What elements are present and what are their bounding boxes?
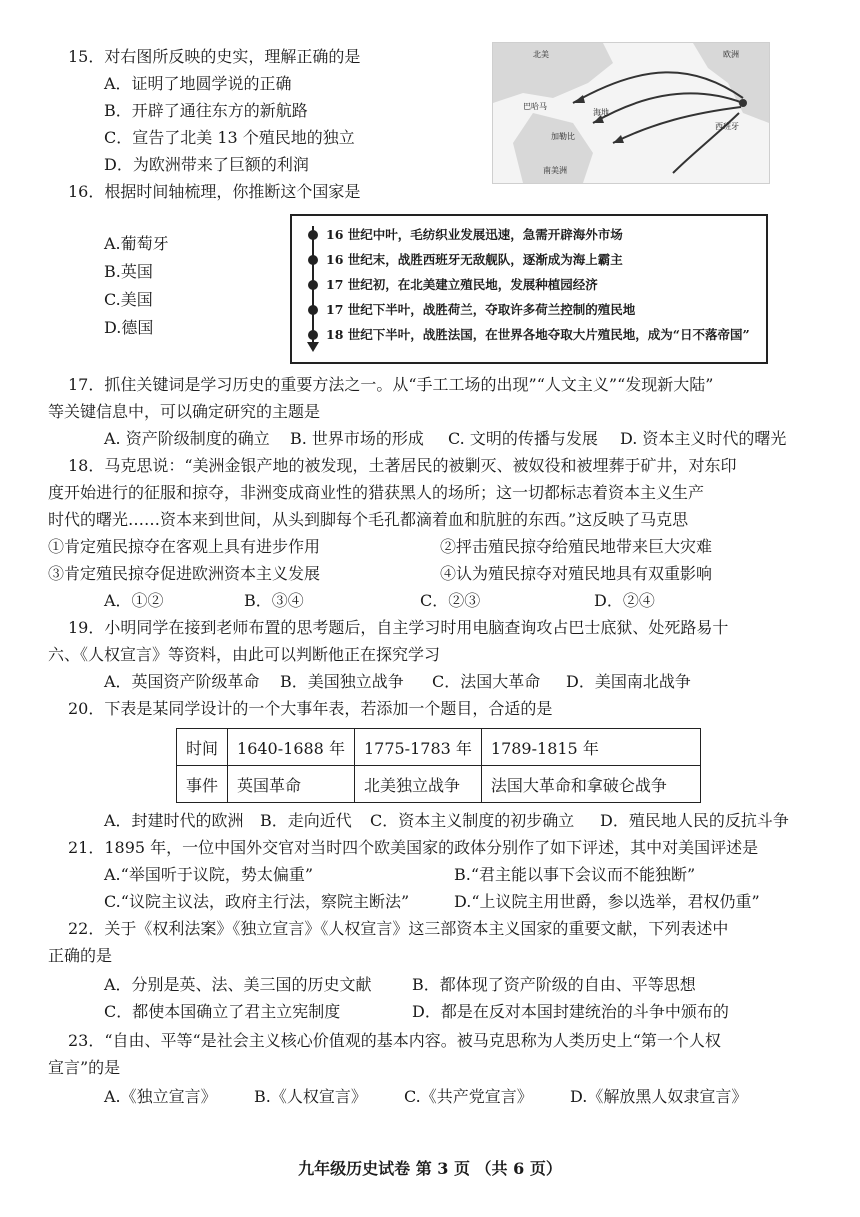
q19-stem: 19．小明同学在接到老师布置的思考题后，自主学习时用电脑查询攻占巴士底狱、处死路易十: [68, 618, 729, 637]
q23-option-d: D.《解放黑人奴隶宣言》: [570, 1087, 748, 1106]
q18-stem-1: 18．马克思说：“美洲金银产地的被发现，土著居民的被剿灭、被奴役和被埋葬于矿井，对东印: [68, 456, 737, 475]
q18-item-3: ③肯定殖民掠夺促进欧洲资本主义发展: [48, 564, 321, 583]
q23-option-b: B.《人权宣言》: [254, 1087, 367, 1106]
q21-option-c: C.“议院主议法，政府主行法，察院主断法”: [104, 892, 410, 911]
q16-option-b: B.英国: [104, 262, 153, 281]
map-label-europe: 欧洲: [723, 50, 739, 59]
q15-option-b: B．开辟了通往东方的新航路: [104, 101, 308, 120]
timeline-dot-icon: [308, 280, 318, 290]
q23-option-a: A.《独立宣言》: [104, 1087, 217, 1106]
q23-stem-cont: 宣言”的是: [48, 1058, 121, 1077]
table-row: [177, 766, 701, 803]
table-cell: 时间: [177, 729, 228, 766]
q18-item-2: ②抨击殖民掠夺给殖民地带来巨大灾难: [440, 537, 713, 556]
q15-stem: 15．对右图所反映的史实，理解正确的是: [68, 47, 361, 66]
q18-item-1: ①肯定殖民掠夺在客观上具有进步作用: [48, 537, 321, 556]
map-label-spain: 西班牙: [715, 122, 739, 131]
q21-option-d: D.“上议院主用世爵，参以选举，君权仍重”: [454, 892, 760, 911]
q22-option-b: B．都体现了资产阶级的自由、平等思想: [412, 975, 696, 994]
timeline-arrow-icon: [307, 342, 319, 352]
q23-stem: 23．“自由、平等“是社会主义核心价值观的基本内容。被马克思称为人类历史上“第一个人权: [68, 1031, 721, 1050]
q17-stem-cont: 等关键信息中，可以确定研究的主题是: [48, 402, 321, 421]
q23-option-c: C.《共产党宣言》: [404, 1087, 533, 1106]
q20-stem: 20．下表是某同学设计的一个大事年表，若添加一个题目，合适的是: [68, 699, 553, 718]
q18-stem-3: 时代的曙光……资本来到世间，从头到脚每个毛孔都滴着血和肮脏的东西。”这反映了马克思: [48, 510, 689, 529]
timeline-dot-icon: [308, 255, 318, 265]
q18-option-c: C．②③: [420, 591, 481, 610]
q18-stem-2: 度开始进行的征服和掠夺，非洲变成商业性的猎获黑人的场所；这一切都标志着资本主义生产: [48, 483, 705, 502]
q19-option-c: C．法国大革命: [432, 672, 541, 691]
q22-option-a: A．分别是英、法、美三国的历史文献: [104, 975, 372, 994]
q22-stem-cont: 正确的是: [48, 946, 113, 965]
timeline-dot-icon: [308, 305, 318, 315]
map-label-caribbean: 加勒比: [551, 132, 575, 141]
map-label-north-america: 北美: [533, 50, 549, 59]
q17-stem: 17．抓住关键词是学习历史的重要方法之一。从“手工工场的出现”“人文主义”“发现新大陆”: [68, 375, 714, 394]
q17-option-d: D. 资本主义时代的曙光: [620, 429, 787, 448]
timeline-dot-icon: [308, 330, 318, 340]
timeline-box: 16 世纪中叶，毛纺织业发展迅速，急需开辟海外市场 16 世纪末，战胜西班牙无敌舰队，逐渐成为海上霸主 17 世纪初，在北美建立殖民地，发展种植园经济 17 世纪下半叶，战胜荷兰，夺取许多荷兰控制的殖民地 18 世纪下半叶，战胜法国，在世界各地夺取大片殖民地，成为“日不落帝国”: [290, 214, 768, 364]
events-table: [176, 728, 701, 803]
q22-stem: 22．关于《权利法案》《独立宣言》《人权宣言》这三部资本主义国家的重要文献，下列表述中: [68, 919, 729, 938]
page-footer: 九年级历史试卷 第 3 页 （共 6 页）: [298, 1159, 562, 1178]
table-row: [177, 729, 701, 766]
q22-option-c: C．都使本国确立了君主立宪制度: [104, 1002, 341, 1021]
q18-option-b: B．③④: [244, 591, 304, 610]
q17-option-a: A. 资产阶级制度的确立: [104, 429, 270, 448]
q18-option-d: D．②④: [594, 591, 655, 610]
q16-option-c: C.美国: [104, 290, 153, 309]
table-cell: 法国大革命和拿破仑战争: [481, 766, 700, 803]
q15-option-a: A．证明了地圆学说的正确: [104, 74, 292, 93]
q17-option-b: B. 世界市场的形成: [290, 429, 424, 448]
q22-option-d: D．都是在反对本国封建统治的斗争中颁布的: [412, 1002, 729, 1021]
q15-option-c: C．宣告了北美 13 个殖民地的独立: [104, 128, 355, 147]
q20-option-c: C．资本主义制度的初步确立: [370, 811, 575, 830]
q18-option-a: A．①②: [104, 591, 164, 610]
map-label-south-america: 南美洲: [543, 166, 567, 175]
q16-option-a: A.葡萄牙: [104, 234, 169, 253]
q21-stem: 21．1895 年，一位中国外交官对当时四个欧美国家的政体分别作了如下评述，其中对美国评述是: [68, 838, 759, 857]
table-cell: 1789-1815 年: [481, 729, 700, 766]
table-cell: 1640-1688 年: [228, 729, 355, 766]
table-cell: 北美独立战争: [354, 766, 481, 803]
q21-option-b: B.“君主能以事下会议而不能独断”: [454, 865, 696, 884]
map-label-haiti: 海地: [593, 108, 609, 117]
q19-option-d: D．美国南北战争: [566, 672, 691, 691]
q16-option-d: D.德国: [104, 318, 154, 337]
q17-option-c: C. 文明的传播与发展: [448, 429, 598, 448]
table-cell: 事件: [177, 766, 228, 803]
q19-stem-cont: 六、《人权宣言》等资料，由此可以判断他正在探究学习: [48, 645, 441, 664]
timeline-dot-icon: [308, 230, 318, 240]
q20-option-d: D．殖民地人民的反抗斗争: [600, 811, 789, 830]
q20-option-b: B．走向近代: [260, 811, 352, 830]
q15-option-d: D．为欧洲带来了巨额的利润: [104, 155, 309, 174]
voyage-map: [492, 42, 770, 184]
map-label-bahamas: 巴哈马: [523, 102, 547, 111]
table-cell: 1775-1783 年: [354, 729, 481, 766]
q19-option-a: A．英国资产阶级革命: [104, 672, 260, 691]
q20-option-a: A．封建时代的欧洲: [104, 811, 244, 830]
q21-option-a: A.“举国听于议院，势太偏重”: [104, 865, 314, 884]
q16-stem: 16．根据时间轴梳理，你推断这个国家是: [68, 182, 361, 201]
table-cell: 英国革命: [228, 766, 355, 803]
q18-item-4: ④认为殖民掠夺对殖民地具有双重影响: [440, 564, 713, 583]
q19-option-b: B．美国独立战争: [280, 672, 404, 691]
